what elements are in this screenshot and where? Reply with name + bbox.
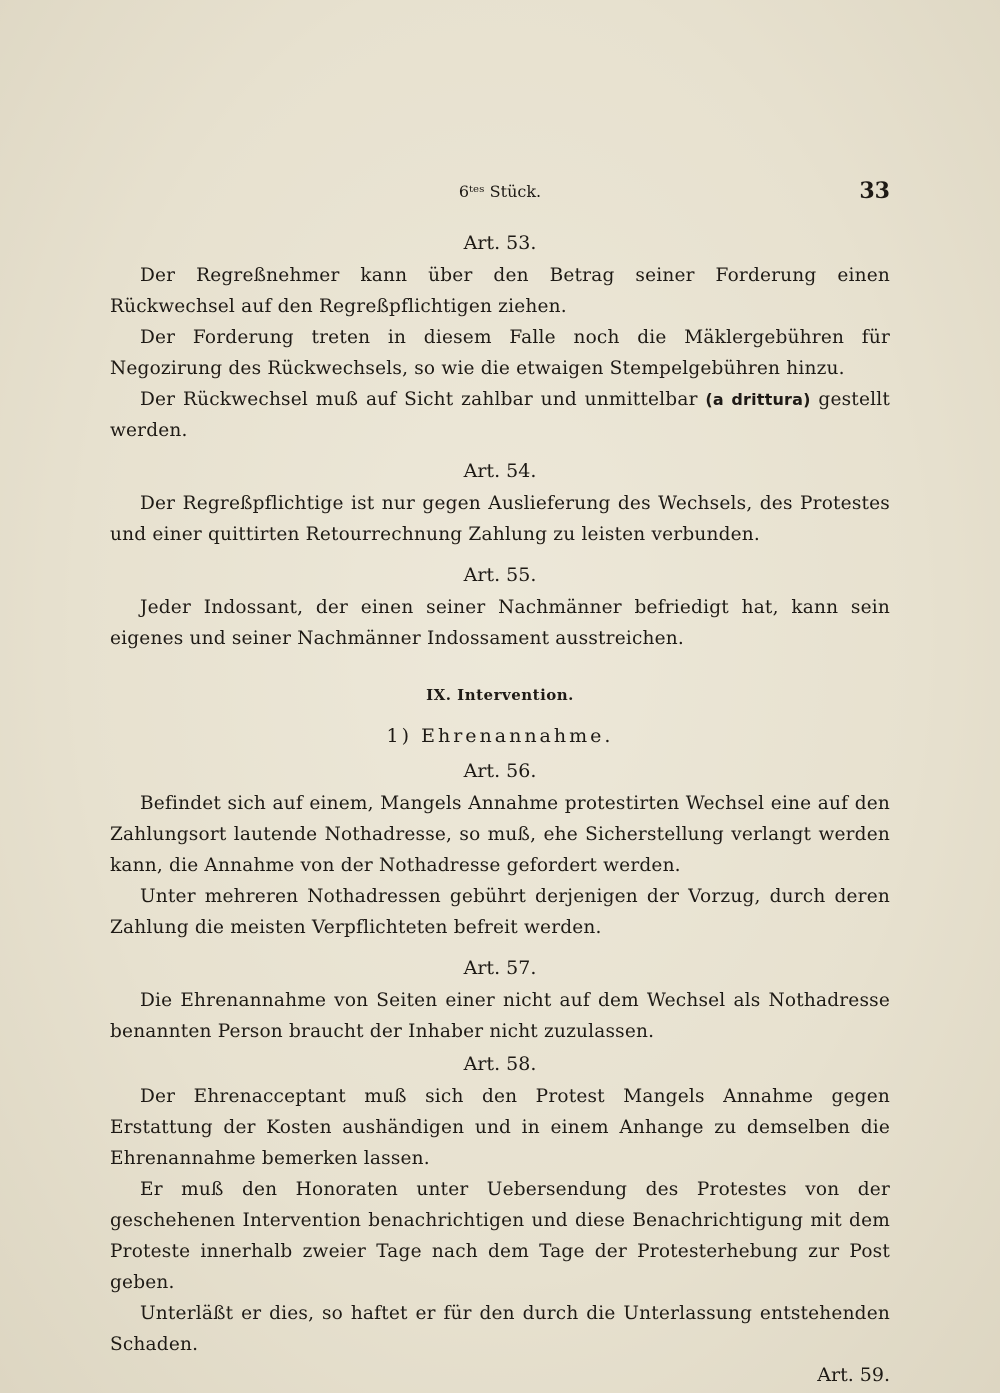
- article-heading-55: Art. 55.: [463, 564, 537, 586]
- subsection-title: 1) Ehrenannahme.: [386, 725, 614, 747]
- page-header: [110, 178, 890, 212]
- article-58-paragraph-2: Er muß den Honoraten unter Uebersendung des Protestes von der geschehenen Intervention benachrichtigen und diese Benachrichtigung mit dem Proteste innerhalb zweier Tage nach dem Tage der Protesterhebung zur Post geben.: [110, 1179, 890, 1293]
- article-heading-54: Art. 54.: [463, 460, 537, 482]
- article-53-paragraph-3-start: Der Rückwechsel muß auf Sicht zahlbar und unmittelbar: [140, 389, 698, 410]
- article-53-paragraph-1: Der Regreßnehmer kann über den Betrag seiner Forderung einen Rückwechsel auf den Regreßpflichtigen ziehen.: [110, 265, 890, 317]
- article-heading-57: Art. 57.: [463, 957, 537, 979]
- article-58-paragraph-3: Unterläßt er dies, so haftet er für den durch die Unterlassung entstehenden Schaden.: [110, 1303, 890, 1355]
- article-56-paragraph-2: Unter mehreren Nothadressen gebührt derjenigen der Vorzug, durch deren Zahlung die meisten Verpflichteten befreit werden.: [110, 886, 890, 938]
- latin-term: (a drittura): [705, 390, 811, 409]
- article-57-paragraph-1: Die Ehrenannahme von Seiten einer nicht auf dem Wechsel als Nothadresse benannten Person braucht der Inhaber nicht zuzulassen.: [110, 990, 890, 1042]
- page-body: [110, 226, 890, 1390]
- article-53-paragraph-3: [110, 384, 890, 446]
- article-55-paragraph-1: Jeder Indossant, der einen seiner Nachmänner befriedigt hat, kann sein eigenes und seiner Nachmänner Indossament ausstreichen.: [110, 597, 890, 649]
- section-title: IX. Intervention.: [426, 686, 574, 704]
- page-number: 33: [859, 178, 890, 204]
- catchword: Art. 59.: [817, 1364, 890, 1386]
- article-heading-58: Art. 58.: [463, 1053, 537, 1075]
- article-heading-53: Art. 53.: [463, 232, 537, 254]
- running-head: 6ᵗᵉˢ Stück.: [458, 182, 542, 201]
- article-56-paragraph-1: Befindet sich auf einem, Mangels Annahme protestirten Wechsel eine auf den Zahlungsort lautende Nothadresse, so muß, ehe Sicherstellung verlangt werden kann, die Annahme von der Nothadresse gefordert werden.: [110, 793, 890, 876]
- article-53-paragraph-3-end: gestellt werden.: [110, 389, 890, 441]
- article-58-paragraph-1: Der Ehrenacceptant muß sich den Protest Mangels Annahme gegen Erstattung der Kosten aushändigen und in einem Anhange zu demselben die Ehrenannahme bemerken lassen.: [110, 1086, 890, 1169]
- article-54-paragraph-1: Der Regreßpflichtige ist nur gegen Auslieferung des Wechsels, des Protestes und einer quittirten Retourrechnung Zahlung zu leisten verbunden.: [110, 493, 890, 545]
- article-53-paragraph-2: Der Forderung treten in diesem Falle noch die Mäklergebühren für Negozirung des Rückwechsels, so wie die etwaigen Stempelgebühren hinzu.: [110, 327, 890, 379]
- article-heading-56: Art. 56.: [463, 760, 537, 782]
